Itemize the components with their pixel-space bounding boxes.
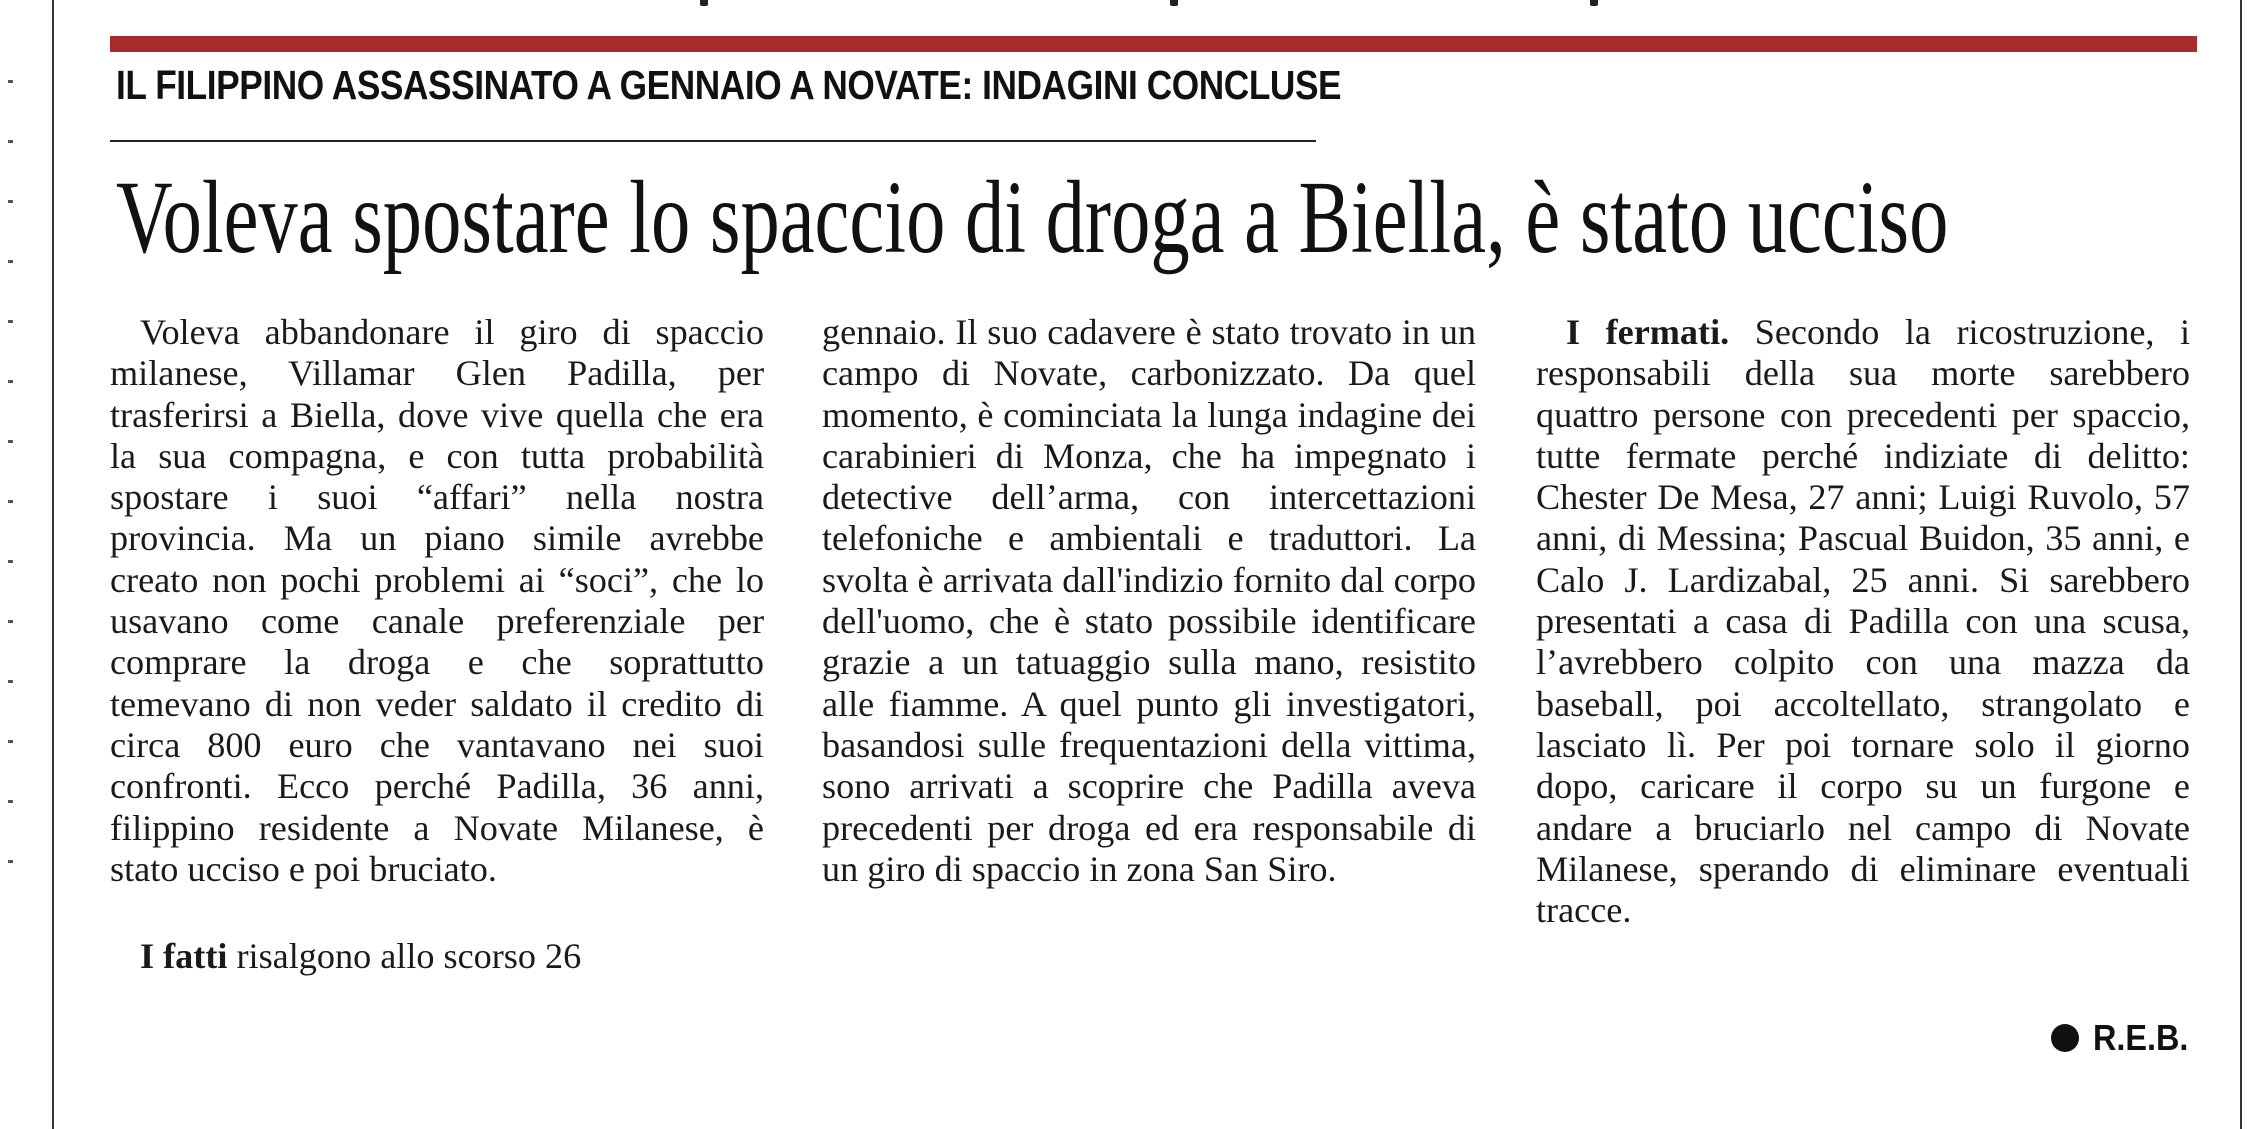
text-column-2 <box>822 312 1476 890</box>
text-column-1 <box>110 312 764 977</box>
byline-bullet-icon <box>2051 1024 2079 1052</box>
fermati-paragraph <box>1536 312 2190 931</box>
right-column-rule <box>2240 0 2242 1129</box>
article-kicker: IL FILIPPINO ASSASSINATO A GENNAIO A NOVATE: INDAGINI CONCLUSE <box>116 62 1342 108</box>
fermati-text: Secondo la ricostruzione, i responsabili della sua morte sarebbero quattro persone con precedenti per spaccio, tutte fermate perché indiziate di delitto: Chester De Mesa, 27 anni; Luigi Ruvolo, 57 anni, di Messina; Pascual Buidon, 35 anni, e Calo J. Lardizabal, 25 anni. Si sarebbero presentati a casa di Padilla con una scusa, l’avrebbero colpito con una mazza da baseball, poi accoltellato, strangolato e lasciato lì. Per poi tornare solo il giorno dopo, caricare il corpo su un furgone e andare a bruciarlo nel campo di Novate Milanese, sperando di eliminare eventuali tracce. <box>1536 312 2191 931</box>
cropped-previous-text <box>0 0 2263 10</box>
section-accent-bar <box>110 36 2197 52</box>
fatti-text-part1: risalgono allo scorso 26 <box>236 936 582 977</box>
left-column-rule <box>52 0 54 1129</box>
fatti-text-part2: gennaio. Il suo cadavere è stato trovato in un campo di Novate, carbonizzato. Da quel momento, è cominciata la lunga indagine dei carabinieri di Monza, che ha impegnato i detective dell’arma, con intercettazioni telefoniche e ambientali e traduttori. La svolta è arrivata dall'indizio fornito dal corpo dell'uomo, che è stato possibile identificare grazie a un tatuaggio sulla mano, resistito alle fiamme. A quel punto gli investigatori, basandosi sulle frequentazioni della vittima, sono arrivati a scoprire che Padilla aveva precedenti per droga ed era responsabile di un giro di spaccio in zona San Siro. <box>822 312 1476 889</box>
article-intro-paragraph: Voleva abbandonare il giro di spaccio milanese, Villamar Glen Padilla, per trasferirsi a Biella, dove vive quella che era la sua compagna, e con tutta probabilità spostare i suoi “affari” nella nostra provincia. Ma un piano simile avrebbe creato non pochi problemi ai “soci”, che lo usavano come canale preferenziale per comprare la droga e che soprattutto temevano di non veder saldato il credito di circa 800 euro che vantavano nei suoi confronti. Ecco perché Padilla, 36 anni, filippino residente a Novate Milanese, è stato ucciso e poi bruciato. <box>110 312 764 889</box>
text-column-3 <box>1536 312 2190 931</box>
kicker-divider <box>110 140 1316 142</box>
fatti-lead: I fatti <box>140 936 228 977</box>
fatti-paragraph-start <box>110 936 764 977</box>
article-headline: Voleva spostare lo spaccio di droga a Biella, è stato ucciso <box>116 160 1949 275</box>
fermati-lead: I fermati. <box>1566 312 1730 352</box>
article-byline <box>2051 1017 2199 1059</box>
byline-author: R.E.B. <box>2092 1017 2189 1058</box>
